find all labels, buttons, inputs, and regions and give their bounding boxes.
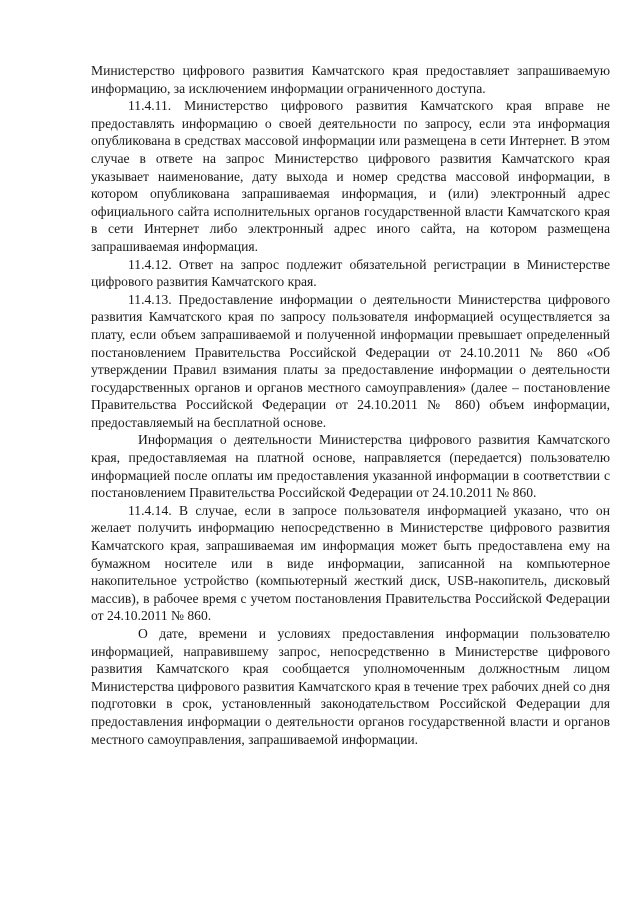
paragraph-notification: О дате, времени и условиях предоставления информации пользователю информацией, направившему запрос, непосредственно в Министерстве цифрового развития Камчатского края сообщается уполномоченным должностным лицом Министерства цифрового развития Камчатского края в течение трех рабочих дней со дня подготовки в срок, установленный законодательством Российской Федерации для предоставления информации о деятельности органов государственной власти и органов местного самоуправления, запрашиваемой информации. [91, 626, 610, 747]
paragraph-11-4-13: 11.4.13. Предоставление информации о деятельности Министерства цифрового развития Камчатского края по запросу пользователя информацией осуществляется за плату, если объем запрашиваемой и полученной информации превышает определенный постановлением Правительства Российской Федерации от 24.10.2011 № 860 «Об утверждении Правил взимания платы за предоставление информации о деятельности государственных органов и органов местного самоуправления» (далее – постановление Правительства Российской Федерации от 24.10.2011 № 860) объем информации, предоставляемый на бесплатной основе. [91, 291, 610, 430]
document-body [91, 62, 610, 748]
paragraph-11-4-12: 11.4.12. Ответ на запрос подлежит обязательной регистрации в Министерстве цифрового развития Камчатского края. [91, 256, 610, 290]
paragraph-11-4-11: 11.4.11. Министерство цифрового развития Камчатского края вправе не предоставлять информацию о своей деятельности по запросу, если эта информация опубликована в средствах массовой информации или размещена в сети Интернет. В этом случае в ответе на запрос Министерство цифрового развития Камчатского края указывает наименование, дату выхода и номер средства массовой информации, в котором опубликована запрашиваемая информация, и (или) электронный адрес официального сайта исполнительных органов государственной власти Камчатского края в сети Интернет либо электронный адрес иного сайта, на котором размещена запрашиваемая информация. [91, 98, 610, 254]
paragraph-access-exception: Министерство цифрового развития Камчатского края предоставляет запрашиваемую информацию, за исключением информации ограниченного доступа. [91, 63, 610, 96]
paragraph-paid-info: Информация о деятельности Министерства цифрового развития Камчатского края, предоставляемая на платной основе, направляется (передается) пользователю информацией после оплаты им предоставления указанной информации в соответствии с постановлением Правительства Российской Федерации от 24.10.2011 № 860. [91, 432, 610, 501]
paragraph-11-4-14: 11.4.14. В случае, если в запросе пользователя информацией указано, что он желает получить информацию непосредственно в Министерстве цифрового развития Камчатского края, запрашиваемая им информация может быть предоставлена ему на бумажном носителе или в виде информации, записанной на компьютерное накопительное устройство (компьютерный жесткий диск, USB-накопитель, дисковый массив), в рабочее время с учетом постановления Правительства Российской Федерации от 24.10.2011 № 860. [91, 502, 610, 624]
